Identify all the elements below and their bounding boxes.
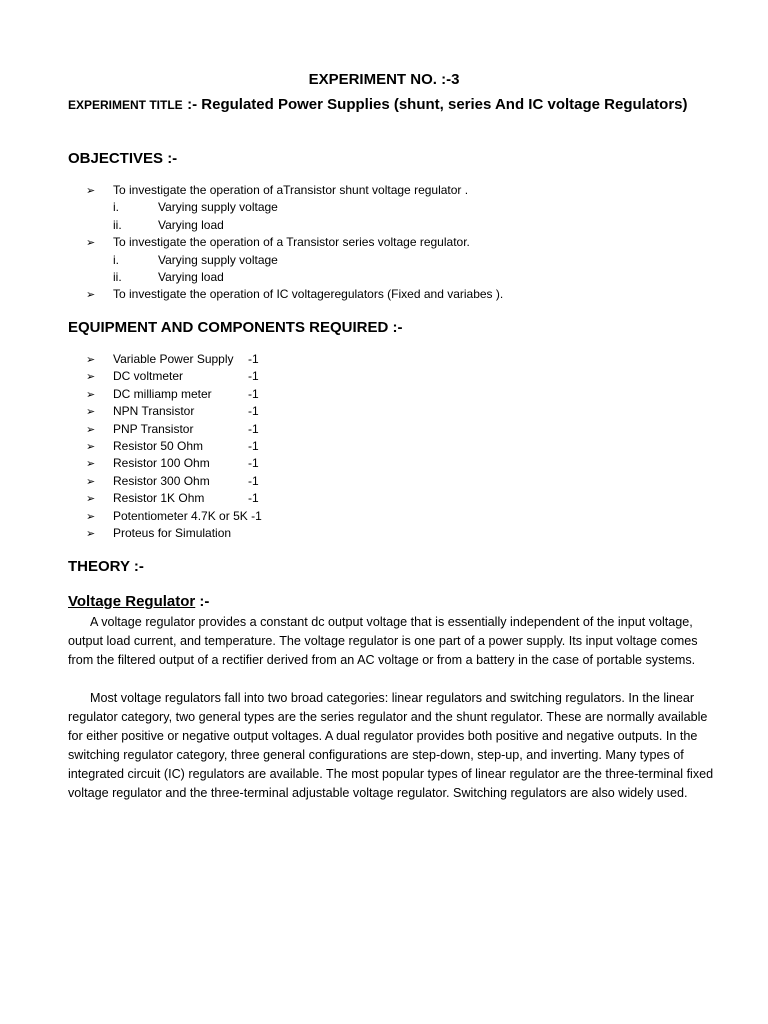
arrow-bullet-icon: ➢: [86, 406, 96, 419]
equipment-item: [86, 438, 262, 455]
roman-numeral: i.: [113, 252, 119, 267]
objective-text: To investigate the operation of IC voltageregulators (Fixed and variabes ).: [113, 287, 504, 302]
subitem-text: Varying supply voltage: [158, 252, 278, 267]
equipment-name: Resistor 1K Ohm: [113, 491, 205, 506]
arrow-bullet-icon: ➢: [86, 289, 96, 302]
objective-subitem: [86, 217, 503, 234]
voltage-regulator-suffix: :-: [195, 593, 210, 610]
equipment-name: Resistor 50 Ohm: [113, 438, 204, 453]
arrow-bullet-icon: ➢: [86, 371, 96, 384]
equipment-item: [86, 421, 262, 438]
objectives-list: [86, 182, 503, 304]
experiment-number: EXPERIMENT NO. :-3: [308, 71, 460, 88]
roman-numeral: ii.: [113, 269, 122, 284]
roman-numeral: ii.: [113, 217, 122, 232]
objective-item: [86, 182, 503, 199]
objective-item: [86, 234, 503, 251]
arrow-bullet-icon: ➢: [86, 440, 96, 453]
equipment-qty: -1: [248, 421, 259, 436]
equipment-name: Resistor 100 Ohm: [113, 456, 210, 471]
arrow-bullet-icon: ➢: [86, 354, 96, 366]
equipment-heading: EQUIPMENT AND COMPONENTS REQUIRED :-: [68, 319, 403, 336]
equipment-name: Variable Power Supply: [113, 352, 234, 366]
equipment-name: Proteus for Simulation: [113, 525, 232, 540]
arrow-bullet-icon: ➢: [86, 237, 96, 250]
objective-item: [86, 286, 503, 303]
theory-paragraph-2: Most voltage regulators fall into two broad categories: linear regulators and switching regulators. In the linear regulator category, two general types are the series regulator and the shunt regulator. These are normally available for either positive or negative output voltages. A dual regulator provides both positive and negative outputs. In the switching regulator category, three general configurations are step-down, step-up, and inverting. Many types of integrated circuit (IC) regulators are available. The most popular types of linear regulator are the three-terminal fixed voltage regulator and the three-terminal adjustable voltage regulator. Switching regulators are also widely used.: [68, 691, 714, 800]
equipment-item: [86, 386, 262, 403]
voltage-regulator-heading: [68, 593, 209, 610]
arrow-bullet-icon: ➢: [86, 185, 96, 197]
equipment-qty: -1: [248, 456, 259, 471]
equipment-name: DC voltmeter: [113, 369, 184, 384]
arrow-bullet-icon: ➢: [86, 510, 96, 523]
equipment-item: [86, 368, 262, 385]
equipment-item: [86, 351, 262, 368]
objective-text: To investigate the operation of a Transistor series voltage regulator.: [113, 235, 470, 250]
experiment-title-label: EXPERIMENT TITLE: [68, 98, 183, 112]
equipment-item: [86, 403, 262, 420]
equipment-item: [86, 525, 262, 542]
equipment-list: [86, 351, 262, 542]
objective-subitem: [86, 269, 503, 286]
equipment-qty: -1: [248, 491, 259, 506]
arrow-bullet-icon: ➢: [86, 493, 96, 506]
equipment-qty: -1: [248, 473, 259, 488]
equipment-name: NPN Transistor: [113, 404, 195, 419]
experiment-title-text: :- Regulated Power Supplies (shunt, series And IC voltage Regulators): [187, 96, 688, 113]
subitem-text: Varying supply voltage: [158, 200, 278, 215]
objective-text: To investigate the operation of aTransistor shunt voltage regulator .: [113, 183, 469, 197]
equipment-item: [86, 490, 262, 507]
voltage-regulator-title: Voltage Regulator: [68, 593, 196, 610]
arrow-bullet-icon: ➢: [86, 475, 96, 488]
theory-heading: THEORY :-: [68, 558, 144, 575]
subitem-text: Varying load: [158, 269, 224, 284]
equipment-qty: -1: [248, 352, 259, 366]
equipment-item: [86, 473, 262, 490]
arrow-bullet-icon: ➢: [86, 388, 96, 401]
objectives-heading: OBJECTIVES :-: [68, 150, 178, 167]
equipment-name: PNP Transistor: [113, 421, 194, 436]
subitem-text: Varying load: [158, 217, 224, 232]
equipment-item: [86, 455, 262, 472]
theory-paragraph-1: A voltage regulator provides a constant dc output voltage that is essentially independent of the input voltage, output load current, and temperature. The voltage regulator is one part of a power supply. Its input voltage comes from the filtered output of a rectifier derived from an AC voltage or from a battery in the case of portable systems.: [68, 615, 698, 667]
experiment-title: [68, 96, 688, 114]
equipment-name: Resistor 300 Ohm: [113, 473, 210, 488]
equipment-item: [86, 508, 262, 525]
objective-subitem: [86, 252, 503, 269]
roman-numeral: i.: [113, 200, 119, 215]
arrow-bullet-icon: ➢: [86, 423, 96, 436]
arrow-bullet-icon: ➢: [86, 458, 96, 471]
arrow-bullet-icon: ➢: [86, 527, 96, 540]
equipment-qty: -1: [248, 438, 259, 453]
equipment-name: DC milliamp meter: [113, 386, 212, 401]
equipment-qty: -1: [248, 369, 259, 384]
objective-subitem: [86, 199, 503, 216]
equipment-name: Potentiometer 4.7K or 5K -1: [113, 508, 262, 523]
equipment-qty: -1: [248, 404, 259, 419]
equipment-qty: -1: [248, 386, 259, 401]
